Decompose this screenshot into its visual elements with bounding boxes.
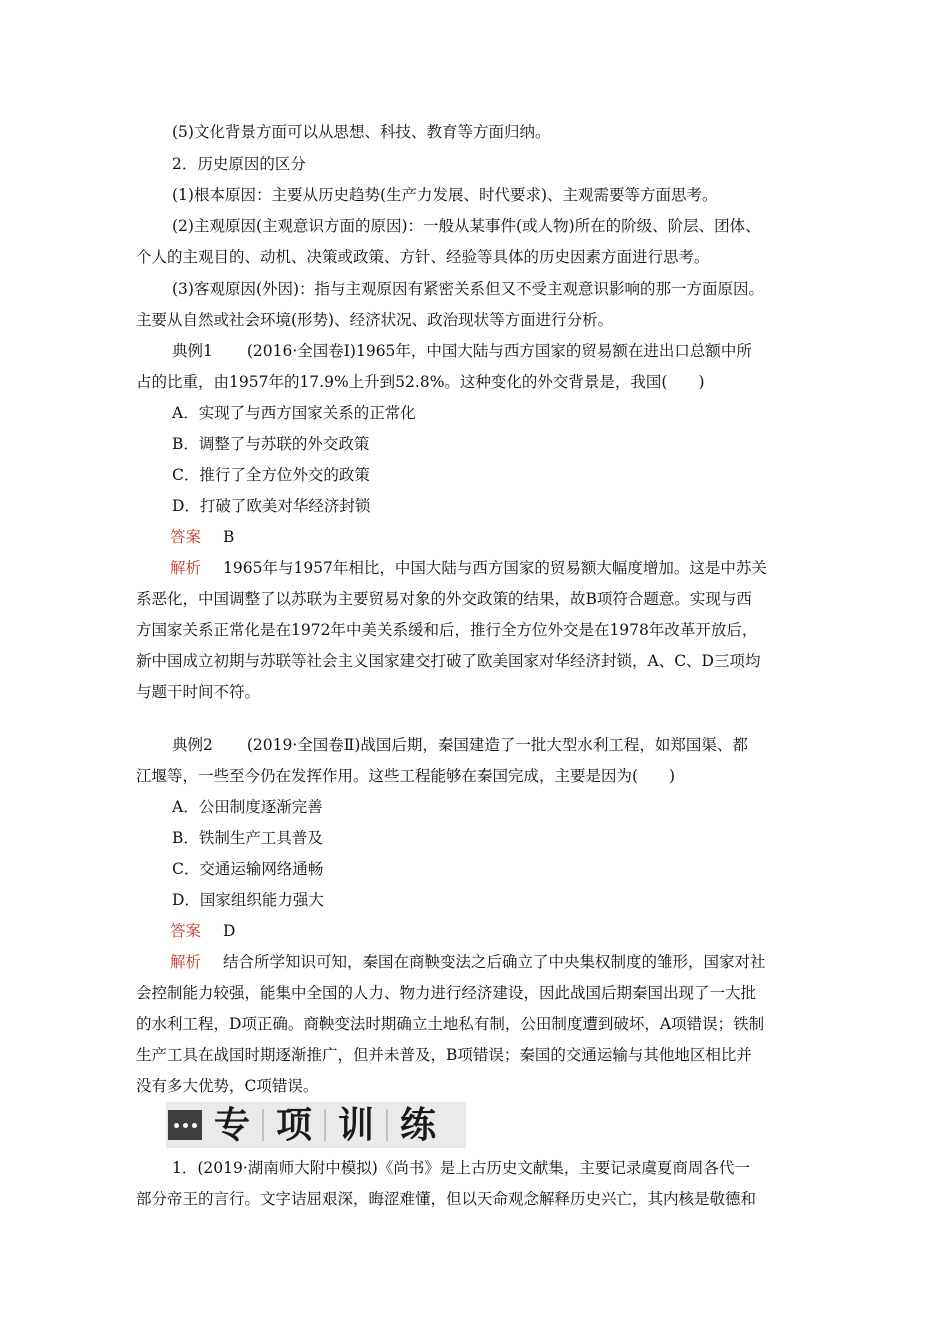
option-a: A．公田制度逐渐完善 (172, 798, 323, 816)
text-line: 与题干时间不符。 (136, 683, 261, 701)
banner-char: 练 (399, 1104, 436, 1146)
section-banner (166, 1102, 466, 1148)
text-line: (1)根本原因：主要从历史趋势(生产力发展、时代要求)、主观需要等方面思考。 (172, 186, 718, 204)
example-2-answer (170, 919, 826, 943)
option-a: A．实现了与西方国家关系的正常化 (172, 404, 416, 422)
example-2-stem (172, 733, 826, 757)
answer-label: 答案 (170, 528, 202, 546)
text-line: (5)文化背景方面可以从思想、科技、教育等方面归纳。 (172, 123, 551, 141)
text-line: 江堰等，一些至今仍在发挥作用。这些工程能够在秦国完成，主要是因为( ) (136, 767, 676, 785)
question-1: 1．(2019·湖南师大附中模拟)《尚书》是上古历史文献集，主要记录虞夏商周各代一 (172, 1159, 750, 1177)
text-line: 新中国成立初期与苏联等社会主义国家建交打破了欧美国家对华经济封锁，A、C、D三项均 (136, 652, 761, 670)
option-c: C．交通运输网络通畅 (172, 860, 324, 878)
example-1-answer (170, 525, 826, 549)
text-line: (2)主观原因(主观意识方面的原因)：一般从某事件(或人物)所在的阶级、阶层、团体、 (172, 217, 761, 235)
option-c: C．推行了全方位外交的政策 (172, 466, 370, 484)
analysis-label: 解析 (170, 953, 202, 971)
text-line: (3)客观原因(外因)：指与主观原因有紧密关系但又不受主观意识影响的那一方面原因。 (172, 280, 765, 298)
banner-char: 专 (213, 1104, 250, 1146)
text-line: 的水利工程，D项正确。商鞅变法时期确立土地私有制，公田制度遭到破坏，A项错误；铁制 (136, 1015, 765, 1033)
example-2-analysis (170, 950, 826, 974)
analysis-text: 结合所学知识可知，秦国在商鞅变法之后确立了中央集权制度的雏形，国家对社 (223, 953, 766, 971)
example-1-label: 典例1 (172, 342, 213, 360)
example-1-stem (172, 339, 826, 363)
example-2-stem-text: (2019·全国卷Ⅱ)战国后期，秦国建造了一批大型水利工程，如郑国渠、都 (246, 736, 748, 754)
analysis-label: 解析 (170, 559, 202, 577)
option-d: D．打破了欧美对华经济封锁 (172, 497, 371, 515)
answer-value: D (223, 922, 236, 940)
text-line: 系恶化，中国调整了以苏联为主要贸易对象的外交政策的结果，故B项符合题意。实现与西 (136, 590, 752, 608)
text-line: 占的比重，由1957年的17.9%上升到52.8%。这种变化的外交背景是，我国( ) (136, 373, 705, 391)
more-dots-icon (168, 1110, 202, 1140)
banner-char: 项 (275, 1104, 312, 1146)
text-line: 主要从自然或社会环境(形势)、经济状况、政治现状等方面进行分析。 (136, 311, 614, 329)
text-line: 会控制能力较强，能集中全国的人力、物力进行经济建设，因此战国后期秦国出现了一大批 (136, 984, 757, 1002)
answer-label: 答案 (170, 922, 202, 940)
example-1-stem-text: (2016·全国卷Ⅰ)1965年，中国大陆与西方国家的贸易额在进出口总额中所 (246, 342, 752, 360)
text-line: 个人的主观目的、动机、决策或政策、方针、经验等具体的历史因素方面进行思考。 (136, 248, 710, 266)
example-2-label: 典例2 (172, 736, 213, 754)
text-line: 部分帝王的言行。文字诘屈艰深，晦涩难懂，但以天命观念解释历史兴亡，其内核是敬德和 (136, 1190, 757, 1208)
text-line: 生产工具在战国时期逐渐推广，但并未普及，B项错误；秦国的交通运输与其他地区相比并 (136, 1046, 752, 1064)
text-line: 方国家关系正常化是在1972年中美关系缓和后，推行全方位外交是在1978年改革开放后， (136, 621, 758, 639)
example-1-analysis (170, 556, 826, 580)
answer-value: B (223, 528, 235, 546)
analysis-text: 1965年与1957年相比，中国大陆与西方国家的贸易额大幅度增加。这是中苏关 (223, 559, 767, 577)
text-line: 没有多大优势，C项错误。 (136, 1077, 319, 1095)
section-heading: 2．历史原因的区分 (172, 155, 306, 173)
banner-char: 训 (337, 1104, 374, 1146)
option-b: B．铁制生产工具普及 (172, 829, 323, 847)
option-d: D．国家组织能力强大 (172, 891, 324, 909)
option-b: B．调整了与苏联的外交政策 (172, 435, 370, 453)
